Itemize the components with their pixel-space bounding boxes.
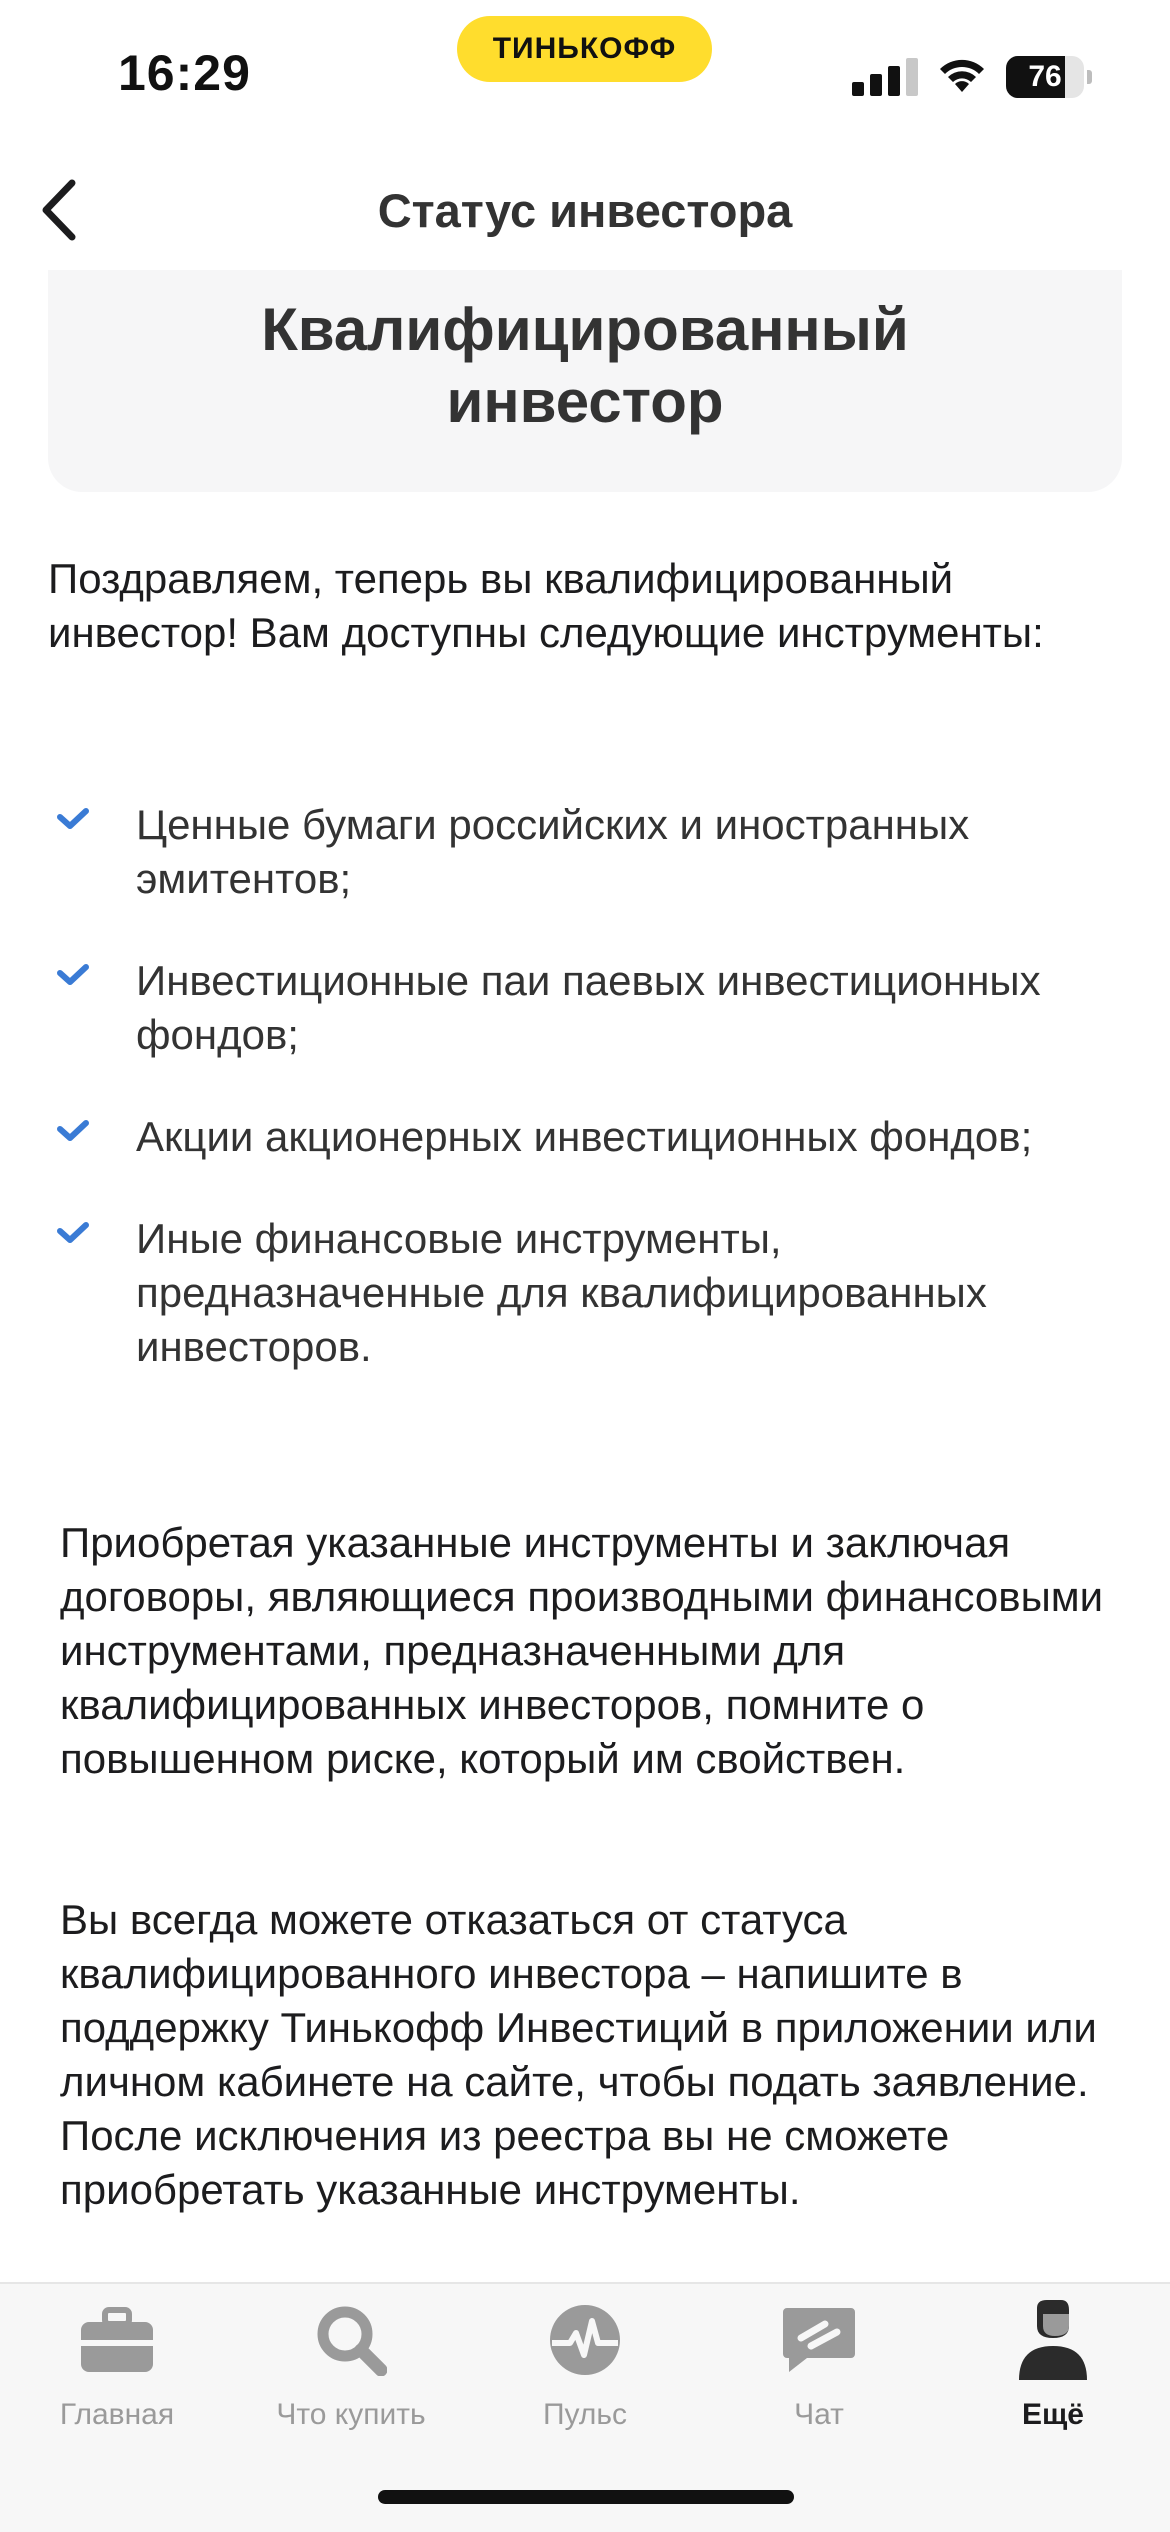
list-item-text: Ценные бумаги российских и иностранных эмитентов; <box>136 801 970 902</box>
profile-icon <box>1017 2300 1089 2380</box>
status-title: Квалифицированный инвестор <box>261 296 909 435</box>
tab-label: Пульс <box>542 2398 628 2431</box>
tab-label: Что купить <box>276 2398 426 2431</box>
intro-text: Поздравляем, теперь вы квалифицированный инвестор! Вам доступны следующие инструменты: <box>48 555 1044 656</box>
nav-header <box>0 150 1170 270</box>
tab-chat[interactable] <box>702 2298 936 2448</box>
risk-paragraph: Приобретая указанные инструменты и заключая договоры, являющиеся производными финансовыми инструментами, предназначенными для квалифицированных инвесторов, помните о повышенном риске, который им свойствен. <box>60 1519 1104 1782</box>
status-bar <box>0 0 1170 150</box>
opt-out-paragraph: Вы всегда можете отказаться от статуса квалифицированного инвестора – напишите в поддержку Тинькофф Инвестиций в приложении или личном кабинете на сайте, чтобы подать заявление. После исключения из реестра вы не сможете приобретать указанные инструменты. <box>60 1896 1097 2213</box>
briefcase-icon <box>79 2306 155 2374</box>
list-item-text: Акции акционерных инвестиционных фондов; <box>136 1113 1033 1160</box>
status-card <box>48 270 1122 492</box>
tab-pulse[interactable] <box>468 2298 702 2448</box>
list-item <box>48 1212 1128 1374</box>
wifi-icon <box>936 52 988 96</box>
list-item <box>48 798 1128 906</box>
status-time: 16:29 <box>118 45 251 101</box>
cellular-signal-icon <box>852 56 918 96</box>
tab-what-to-buy[interactable] <box>234 2298 468 2448</box>
back-button[interactable] <box>18 170 98 250</box>
tab-home[interactable] <box>0 2298 234 2448</box>
list-item <box>48 954 1128 1062</box>
tinkoff-pill[interactable]: ТИНЬКОФФ <box>457 16 712 82</box>
list-item-text: Инвестиционные паи паевых инвестиционных фондов; <box>136 957 1041 1058</box>
instruments-list <box>48 798 1128 1422</box>
tab-label: Чат <box>794 2398 844 2431</box>
check-icon <box>56 806 90 832</box>
chevron-left-icon <box>36 177 80 243</box>
battery-icon <box>1006 56 1092 98</box>
check-icon <box>56 1118 90 1144</box>
chat-icon <box>781 2304 857 2376</box>
home-indicator <box>378 2490 794 2504</box>
list-item-text: Иные финансовые инструменты, предназначенные для квалифицированных инвесторов. <box>136 1215 987 1370</box>
pulse-icon <box>548 2303 622 2377</box>
tab-more[interactable] <box>936 2298 1170 2448</box>
search-icon <box>315 2304 387 2376</box>
tab-label: Главная <box>59 2398 175 2431</box>
list-item <box>48 1110 1128 1164</box>
battery-percent: 76 <box>1028 60 1062 93</box>
check-icon <box>56 962 90 988</box>
check-icon <box>56 1220 90 1246</box>
tab-label: Ещё <box>1021 2398 1084 2431</box>
page-title: Статус инвестора <box>377 183 793 237</box>
